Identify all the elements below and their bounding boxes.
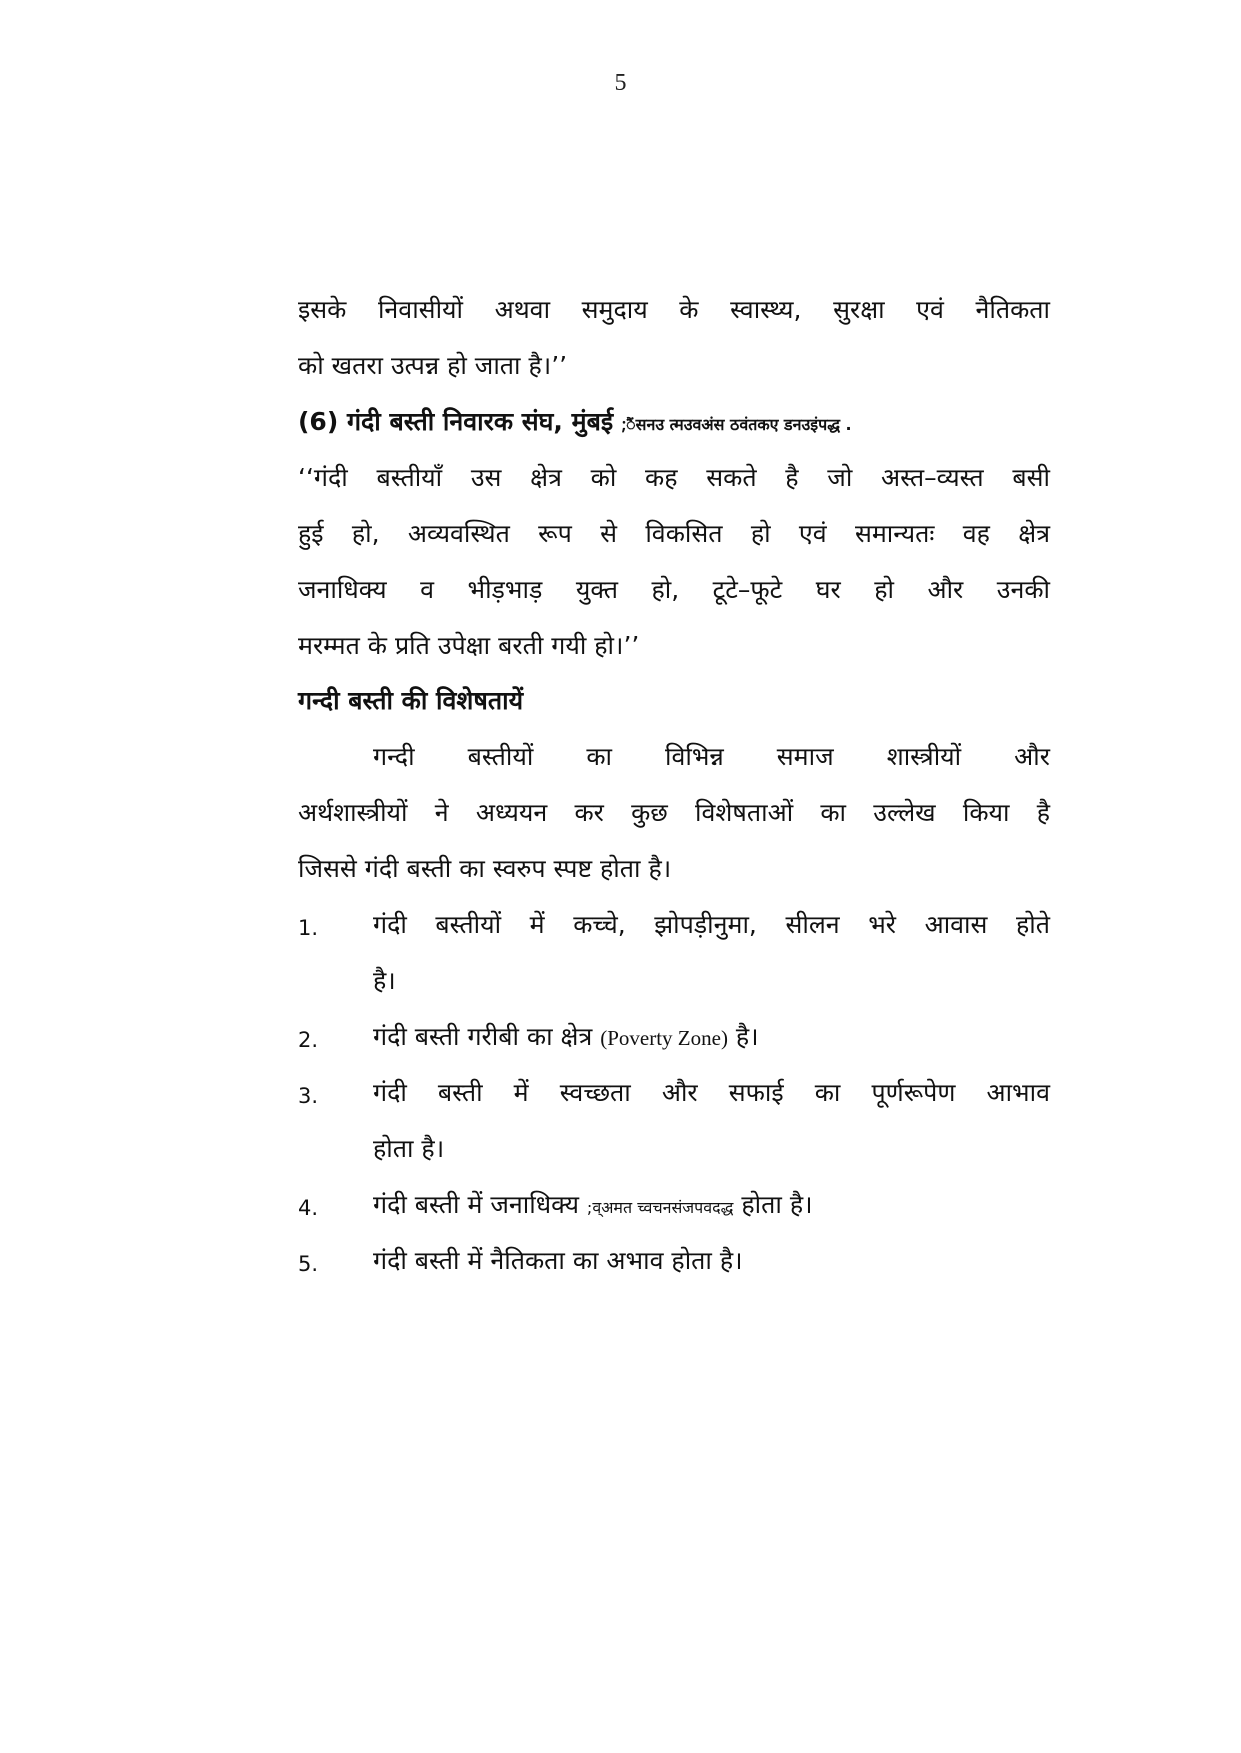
intro-line1: गन्दी बस्तीयों का विभिन्न समाज शास्त्रीयों और (373, 742, 1050, 771)
section-heading: गन्दी बस्ती की विशेषतायें (298, 686, 524, 715)
definition6-heading-text: (6) गंदी बस्ती निवारक संघ, मुंबई (298, 407, 614, 436)
list-item-2-text: गंदी बस्ती गरीबी का क्षेत्र (373, 1022, 593, 1051)
para1-line1: इसके निवासीयों अथवा समुदाय के स्वास्थ्य, सुरक्षा एवं नैतिकता (298, 295, 1050, 324)
list-item-2-number: 2. (298, 1028, 319, 1052)
list-item-4-text: गंदी बस्ती में जनाधिक्य (373, 1190, 579, 1219)
page-number: 5 (614, 70, 627, 96)
list-item-2-latin: (Poverty Zone) (600, 1026, 728, 1050)
definition6-line4: मरम्मत के प्रति उपेक्षा बरती गयी हो।’’ (298, 631, 640, 660)
list-item-5-number: 5. (298, 1252, 319, 1276)
intro-line2: अर्थशास्त्रीयों ने अध्ययन कर कुछ विशेषताओं का उल्लेख किया है (298, 798, 1050, 827)
definition6-heading (298, 402, 1050, 445)
list-item-1-line2: है। (373, 966, 396, 995)
list-item-3-line2: होता है। (373, 1134, 445, 1163)
list-item-1-number: 1. (298, 916, 319, 940)
list-item-4 (373, 1185, 1050, 1228)
definition6-line2: हुई हो, अव्यवस्थित रूप से विकसित हो एवं समान्यतः वह क्षेत्र (298, 519, 1050, 548)
list-item-3-number: 3. (298, 1084, 319, 1108)
list-item-2 (373, 1017, 1050, 1058)
list-item-3-line1: गंदी बस्ती में स्वच्छता और सफाई का पूर्णरूपेण आभाव (373, 1078, 1050, 1107)
list-item-4-end: होता है। (741, 1190, 813, 1219)
list-item-4-garbled: ;व्अमत च्वचनसंजपवदद्ध (586, 1198, 734, 1217)
list-item-5-line1: गंदी बस्ती में नैतिकता का अभाव होता है। (373, 1246, 743, 1275)
list-item-1-line1: गंदी बस्तीयों में कच्चे, झोपड़ीनुमा, सीलन भरे आवास होते (373, 910, 1050, 939)
para1-line2: को खतरा उत्पन्न हो जाता है।’’ (298, 351, 568, 380)
list-item-4-number: 4. (298, 1196, 319, 1220)
definition6-line1: ‘‘गंदी बस्तीयाँ उस क्षेत्र को कह सकते है जो अस्त–व्यस्त बसी (298, 463, 1050, 492)
definition6-heading-suffix: ;ैंसनउ त्मउवअंस ठवंतकए डनउइंपद्ध . (621, 415, 852, 434)
list-item-2-end: है। (735, 1022, 759, 1051)
intro-line3: जिससे गंदी बस्ती का स्वरुप स्पष्ट होता है। (298, 854, 672, 883)
definition6-line3: जनाधिक्य व भीड़भाड़ युक्त हो, टूटे–फूटे घर हो और उनकी (298, 575, 1050, 604)
